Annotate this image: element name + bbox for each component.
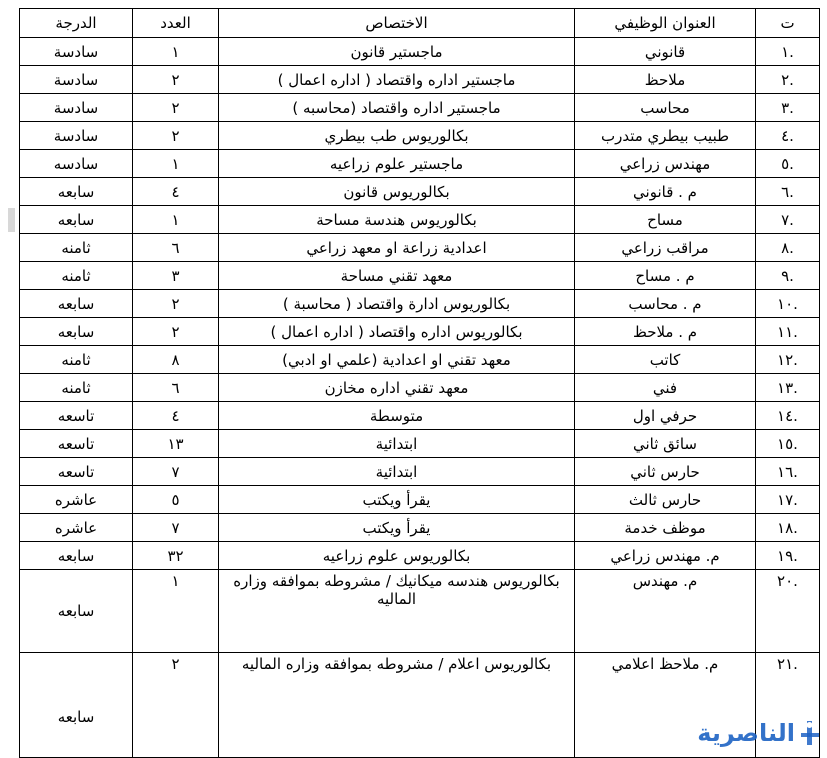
- cell-seq: .١: [756, 38, 820, 66]
- cell-count: ٣٢: [133, 542, 219, 570]
- cell-seq: .٣: [756, 94, 820, 122]
- cell-job-title: طبيب بيطري متدرب: [575, 122, 756, 150]
- table-row: [20, 514, 820, 542]
- cell-count: ١: [133, 38, 219, 66]
- cell-count: ٢: [133, 94, 219, 122]
- cell-count: ٨: [133, 346, 219, 374]
- header-count: العدد: [133, 9, 219, 38]
- header-seq: ت: [756, 9, 820, 38]
- cell-seq: .٢١: [756, 653, 820, 758]
- cell-seq: .٢٠: [756, 570, 820, 653]
- cell-job-title: سائق ثاني: [575, 430, 756, 458]
- jobs-table-container: [19, 8, 819, 758]
- cell-specialization: بكالوريوس ادارة واقتصاد ( محاسبة ): [219, 290, 575, 318]
- cell-job-title: م . مساح: [575, 262, 756, 290]
- logo-mark-icon: [799, 719, 821, 747]
- table-row: [20, 150, 820, 178]
- cell-seq: .١٩: [756, 542, 820, 570]
- cell-job-title: حارس ثالث: [575, 486, 756, 514]
- cell-job-title: حارس ثاني: [575, 458, 756, 486]
- cell-job-title: مهندس زراعي: [575, 150, 756, 178]
- cell-grade: سابعه: [20, 178, 133, 206]
- cell-seq: .١٦: [756, 458, 820, 486]
- cell-seq: .١٣: [756, 374, 820, 402]
- cell-grade: عاشره: [20, 514, 133, 542]
- cell-job-title: ملاحظ: [575, 66, 756, 94]
- cell-grade: ثامنه: [20, 346, 133, 374]
- cell-job-title: م. مهندس: [575, 570, 756, 653]
- table-row: [20, 402, 820, 430]
- cell-count: ٢: [133, 653, 219, 758]
- cell-job-title: مساح: [575, 206, 756, 234]
- cell-count: ١: [133, 150, 219, 178]
- table-row: [20, 486, 820, 514]
- left-margin-marker: [8, 208, 15, 232]
- cell-specialization: ماجستير اداره واقتصاد (محاسبه ): [219, 94, 575, 122]
- cell-grade: سابعه: [20, 290, 133, 318]
- table-row: [20, 318, 820, 346]
- table-row: [20, 430, 820, 458]
- cell-count: ٢: [133, 122, 219, 150]
- cell-grade: سابعه: [20, 318, 133, 346]
- jobs-table: [19, 8, 820, 758]
- cell-grade: سادسة: [20, 66, 133, 94]
- cell-seq: .٥: [756, 150, 820, 178]
- cell-grade: تاسعه: [20, 402, 133, 430]
- cell-job-title: محاسب: [575, 94, 756, 122]
- cell-count: ١: [133, 570, 219, 653]
- cell-count: ٢: [133, 66, 219, 94]
- cell-specialization: ماجستير علوم زراعيه: [219, 150, 575, 178]
- table-row: [20, 38, 820, 66]
- cell-grade: سابعه: [20, 542, 133, 570]
- cell-grade: سادسة: [20, 38, 133, 66]
- cell-grade: ثامنه: [20, 234, 133, 262]
- cell-job-title: قانوني: [575, 38, 756, 66]
- cell-specialization: يقرأ ويكتب: [219, 514, 575, 542]
- table-row-tall: [20, 570, 820, 653]
- cell-grade: سادسة: [20, 122, 133, 150]
- cell-grade: تاسعه: [20, 458, 133, 486]
- table-row: [20, 542, 820, 570]
- table-row: [20, 178, 820, 206]
- cell-grade: سابعه: [20, 206, 133, 234]
- site-logo: [693, 716, 821, 750]
- cell-count: ٣: [133, 262, 219, 290]
- cell-specialization: ماجستير قانون: [219, 38, 575, 66]
- cell-count: ٧: [133, 458, 219, 486]
- table-row: [20, 234, 820, 262]
- table-header-row: [20, 9, 820, 38]
- cell-job-title: م. ملاحظ اعلامي: [575, 653, 756, 758]
- cell-seq: .١٧: [756, 486, 820, 514]
- cell-seq: .٦: [756, 178, 820, 206]
- cell-job-title: كاتب: [575, 346, 756, 374]
- cell-job-title: م . محاسب: [575, 290, 756, 318]
- cell-specialization: بكالوريوس هندسه ميكانيك / مشروطه بموافقه وزاره الماليه: [219, 570, 575, 653]
- cell-seq: .١٠: [756, 290, 820, 318]
- cell-specialization: بكالوريوس طب بيطري: [219, 122, 575, 150]
- cell-count: ٤: [133, 402, 219, 430]
- cell-specialization: معهد تقني مساحة: [219, 262, 575, 290]
- cell-count: ٤: [133, 178, 219, 206]
- cell-job-title: موظف خدمة: [575, 514, 756, 542]
- cell-count: ٦: [133, 374, 219, 402]
- cell-grade: سادسة: [20, 94, 133, 122]
- cell-specialization: بكالوريوس قانون: [219, 178, 575, 206]
- table-row: [20, 458, 820, 486]
- table-row: [20, 66, 820, 94]
- cell-count: ١٣: [133, 430, 219, 458]
- cell-seq: .١٥: [756, 430, 820, 458]
- cell-grade: ثامنه: [20, 374, 133, 402]
- cell-job-title: م. مهندس زراعي: [575, 542, 756, 570]
- cell-seq: .٤: [756, 122, 820, 150]
- cell-job-title: مراقب زراعي: [575, 234, 756, 262]
- logo-text: الناصرية: [697, 719, 795, 747]
- cell-seq: .٧: [756, 206, 820, 234]
- table-row: [20, 122, 820, 150]
- table-row: [20, 206, 820, 234]
- cell-job-title: م . قانوني: [575, 178, 756, 206]
- cell-grade: تاسعه: [20, 430, 133, 458]
- table-body: [20, 38, 820, 758]
- cell-grade: سابعه: [20, 570, 133, 653]
- cell-seq: .١٨: [756, 514, 820, 542]
- cell-count: ٥: [133, 486, 219, 514]
- cell-seq: .١٤: [756, 402, 820, 430]
- cell-specialization: ماجستير اداره واقتصاد ( اداره اعمال ): [219, 66, 575, 94]
- cell-job-title: حرفي اول: [575, 402, 756, 430]
- cell-job-title: فني: [575, 374, 756, 402]
- cell-count: ٢: [133, 290, 219, 318]
- cell-specialization: بكالوريوس هندسة مساحة: [219, 206, 575, 234]
- header-grade: الدرجة: [20, 9, 133, 38]
- cell-count: ٦: [133, 234, 219, 262]
- cell-count: ١: [133, 206, 219, 234]
- cell-job-title: م . ملاحظ: [575, 318, 756, 346]
- cell-count: ٧: [133, 514, 219, 542]
- cell-count: ٢: [133, 318, 219, 346]
- cell-specialization: اعدادية زراعة او معهد زراعي: [219, 234, 575, 262]
- cell-specialization: ابتدائية: [219, 430, 575, 458]
- cell-specialization: معهد تقني او اعدادية (علمي او ادبي): [219, 346, 575, 374]
- cell-grade: عاشره: [20, 486, 133, 514]
- cell-specialization: يقرأ ويكتب: [219, 486, 575, 514]
- table-row: [20, 94, 820, 122]
- cell-specialization: بكالوريوس اداره واقتصاد ( اداره اعمال ): [219, 318, 575, 346]
- cell-seq: .١٢: [756, 346, 820, 374]
- cell-grade: سادسه: [20, 150, 133, 178]
- header-job-title: العنوان الوظيفي: [575, 9, 756, 38]
- cell-specialization: متوسطة: [219, 402, 575, 430]
- cell-specialization: معهد تقني اداره مخازن: [219, 374, 575, 402]
- cell-seq: .٢: [756, 66, 820, 94]
- cell-seq: .٨: [756, 234, 820, 262]
- table-row: [20, 290, 820, 318]
- cell-specialization: بكالوريوس علوم زراعيه: [219, 542, 575, 570]
- cell-specialization: بكالوريوس اعلام / مشروطه بموافقه وزاره الماليه: [219, 653, 575, 758]
- table-row: [20, 262, 820, 290]
- cell-seq: .٩: [756, 262, 820, 290]
- table-row: [20, 374, 820, 402]
- cell-grade: ثامنه: [20, 262, 133, 290]
- cell-seq: .١١: [756, 318, 820, 346]
- table-row: [20, 346, 820, 374]
- cell-specialization: ابتدائية: [219, 458, 575, 486]
- cell-grade: سابعه: [20, 653, 133, 758]
- header-specialization: الاختصاص: [219, 9, 575, 38]
